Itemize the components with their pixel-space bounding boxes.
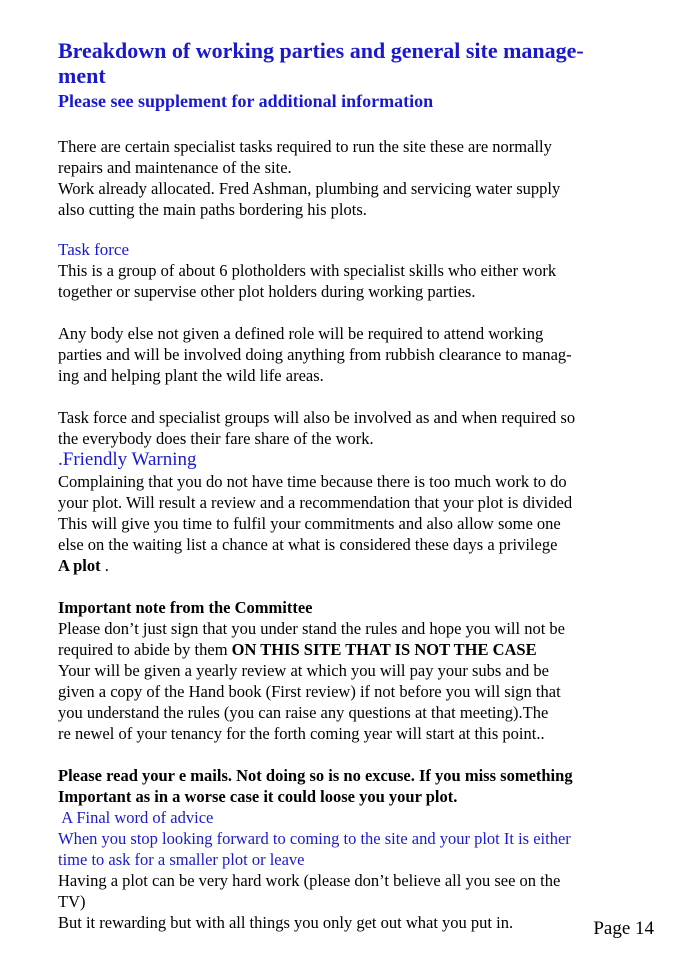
text-line: the everybody does their fare share of the work. — [58, 429, 374, 448]
text-line: Any body else not given a defined role will be required to attend working — [58, 324, 544, 343]
text-line: But it rewarding but with all things you only get out what you put in. — [58, 913, 514, 932]
text-line: also cutting the main paths bordering his plots. — [58, 200, 367, 219]
text-line: time to ask for a smaller plot or leave — [58, 850, 305, 869]
committee-section — [58, 597, 630, 744]
intro-paragraph — [58, 136, 630, 220]
friendly-warning-section — [58, 449, 630, 576]
text-fragment: . — [100, 556, 109, 575]
text-line: This will give you time to fulfil your commitments and also allow some one — [58, 514, 561, 533]
text-line: your plot. Will result a review and a recommendation that your plot is divided — [58, 493, 573, 512]
text-line — [58, 639, 630, 660]
a-plot-bold: A plot — [58, 556, 101, 575]
text-line: together or supervise other plot holders during working parties. — [58, 282, 476, 301]
text-line: ing and helping plant the wild life areas. — [58, 366, 324, 385]
anybody-paragraph — [58, 323, 630, 386]
text-line: Your will be given a yearly review at which you will pay your subs and be — [58, 661, 549, 680]
text-line: Work already allocated. Fred Ashman, plumbing and servicing water supply — [58, 179, 561, 198]
text-line: parties and will be involved doing anything from rubbish clearance to manag- — [58, 345, 572, 364]
emphasis-bold: ON THIS SITE THAT IS NOT THE CASE — [231, 640, 537, 659]
text-line: Please read your e mails. Not doing so is no excuse. If you miss something — [58, 766, 573, 785]
text-line: When you stop looking forward to coming to the site and your plot It is either — [58, 829, 571, 848]
text-line: This is a group of about 6 plotholders with specialist skills who either work — [58, 261, 557, 280]
page-number: Page 14 — [593, 918, 654, 939]
text-line: Important as in a worse case it could loose you your plot. — [58, 787, 458, 806]
text-line: TV) — [58, 892, 86, 911]
title-line-1: Breakdown of working parties and general site manage- — [58, 38, 584, 63]
emails-section — [58, 765, 630, 807]
specialist-paragraph — [58, 407, 630, 449]
text-line: There are certain specialist tasks required to run the site these are normally — [58, 137, 552, 156]
text-line: you understand the rules (you can raise any questions at that meeting).The — [58, 703, 549, 722]
text-fragment: required to abide by them — [58, 640, 232, 659]
friendly-warning-heading: .Friendly Warning — [58, 449, 197, 470]
task-force-heading: Task force — [58, 240, 130, 259]
task-force-section — [58, 239, 630, 302]
advice-section — [58, 807, 630, 933]
document-page — [58, 38, 630, 933]
title-line-2: ment — [58, 63, 106, 88]
text-line: re newel of your tenancy for the forth coming year will start at this point.. — [58, 724, 545, 743]
text-line: repairs and maintenance of the site. — [58, 158, 292, 177]
text-line: else on the waiting list a chance at what is considered these days a privilege — [58, 535, 558, 554]
text-line: Please don’t just sign that you under stand the rules and hope you will not be — [58, 619, 565, 638]
text-line: Having a plot can be very hard work (please don’t believe all you see on the — [58, 871, 561, 890]
text-line: Complaining that you do not have time because there is too much work to do — [58, 472, 567, 491]
text-line — [58, 555, 630, 576]
committee-heading: Important note from the Committee — [58, 598, 313, 617]
page-title — [58, 38, 630, 88]
text-line: Task force and specialist groups will also be involved as and when required so — [58, 408, 576, 427]
text-line: given a copy of the Hand book (First review) if not before you will sign that — [58, 682, 561, 701]
advice-heading: A Final word of advice — [58, 808, 214, 827]
page-subtitle: Please see supplement for additional information — [58, 91, 434, 111]
